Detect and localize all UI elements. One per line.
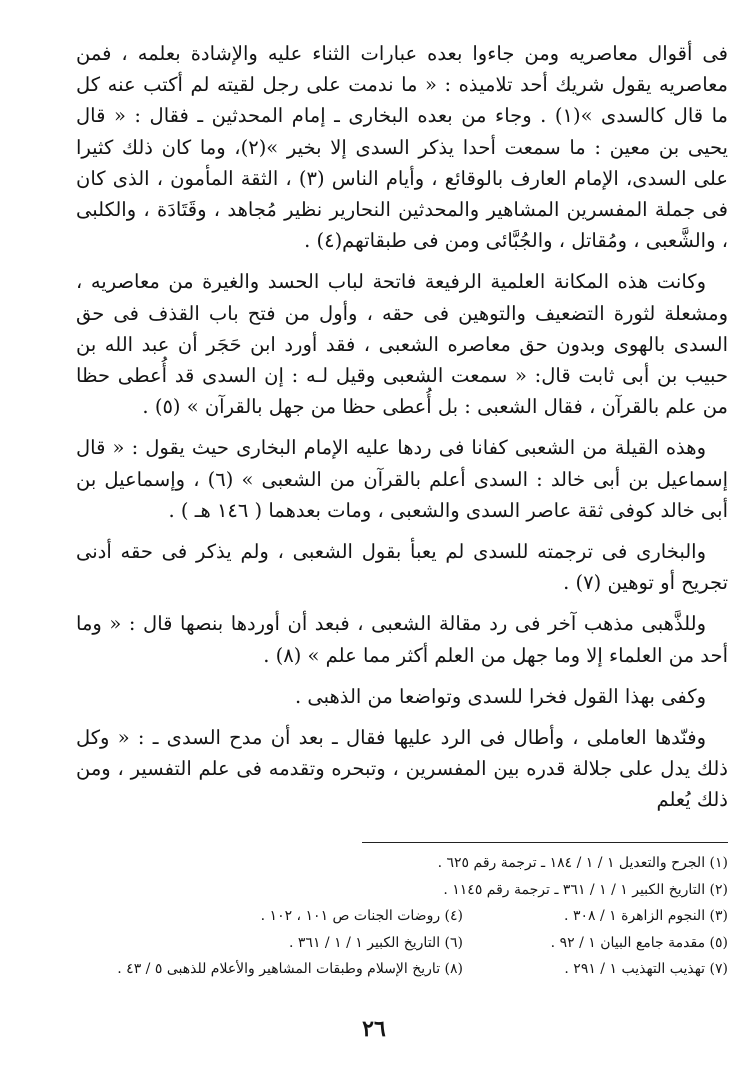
paragraph-4: والبخارى فى ترجمته للسدى لم يعبأ بقول الشعبى ، ولم يذكر فى حقه أدنى تجريح أو توهين (٧) . [76,540,728,595]
footnotes [76,850,728,983]
footnote-2: (٢) التاريخ الكبير ١ / ١ / ٣٦١ ـ ترجمة رقم ١١٤٥ . [443,881,728,898]
footnote-4: (٤) روضات الجنات ص ١٠١ ، ١٠٢ . [260,908,463,924]
footnote-8: (٨) تاريخ الإسلام وطبقات المشاهير والأعلام للذهبى ٥ / ٤٣ . [117,961,463,977]
footnote-3: (٣) النجوم الزاهرة ١ / ٣٠٨ . [564,908,728,924]
footnote-row [76,930,728,957]
footnote-6: (٦) التاريخ الكبير ١ / ١ / ٣٦١ . [289,934,463,951]
footnote-1: (١) الجرح والتعديل ١ / ١ / ١٨٤ ـ ترجمة رقم ٦٢٥ . [437,855,728,871]
paragraph-3: وهذه القيلة من الشعبى كفانا فى ردها عليه الإمام البخارى حيث يقول : « قال إسماعيل بن أبى خالد : السدى أعلم بالقرآن من الشعبى » (٦) ، وإسماعيل بن أبى خالد كوفى ثقة عاصر السدى والشعبى ، ومات بعدهما ( ١٤٦ هـ ) . [76,436,729,522]
paragraph-1: فى أقوال معاصريه ومن جاءوا بعده عبارات الثناء عليه والإشادة بعلمه ، فمن معاصريه يقول شريك أحد تلاميذه : « ما ندمت على رجل لقيته لم أكتب عنه كل ما قال كالسدى »(١) . وجاء من بعده البخارى ـ إمام المحدثين ـ فقال : « قال يحيى بن معين : ما سمعت أحدا يذكر السدى إلا بخير »(٢)، وما كان ذلك كثيرا على السدى، الإمام العارف بالوقائع ، وأيام الناس (٣) ، الثقة المأمون ، الذى كان فى جملة المفسرين المشاهير والمحدثين النحارير نظير مُجاهد ، وقَتَادَة ، والكلبى ، والشَّعبى ، ومُقاتل ، والجُبَّائى ومن فى طبقاتهم(٤) . [76,42,729,253]
page-number: ٢٦ [362,1016,386,1042]
footnote-row [76,850,728,877]
footnote-row [76,903,728,930]
paragraph-6: وكفى بهذا القول فخرا للسدى وتواضعا من الذهبى . [294,684,706,708]
footnote-row [76,877,728,904]
paragraph-7: وفنّدها العاملى ، وأطال فى الرد عليها فقال ـ بعد أن مدح السدى ـ : « وكل ذلك يدل على جلالة قدره بين المفسرين ، وتبحره وتقدمه فى علم التفسير ، ومن ذلك يُعلم [76,726,728,812]
footnote-7: (٧) تهذيب التهذيب ١ / ٢٩١ . [564,961,728,977]
footnote-row [76,956,728,983]
footnote-separator [362,842,728,843]
main-text-block [76,38,728,826]
paragraph-2: وكانت هذه المكانة العلمية الرفيعة فاتحة لباب الحسد والغيرة من معاصريه ، ومشعلة لثورة التضعيف والتوهين فى حقه ، وأول من فتح باب القذف فى حق السدى بالهوى وبدون حق معاصره الشعبى ، فقد أورد ابن حَجَر أن عبد الله بن حبيب بن أبى ثابت قال: « سمعت الشعبى وقيل لـه : إن السدى قد أُعطى حظا من علم بالقرآن ، فقال الشعبى : بل أُعطى حظا من جهل بالقرآن » (٥) . [76,270,728,419]
paragraph-5: وللذَّهبى مذهب آخر فى رد مقالة الشعبى ، فبعد أن أوردها بنصها قال : « وما أحد من العلماء إلا وما جهل من العلم أكثر مما علم » (٨) . [76,612,728,667]
footnote-5: (٥) مقدمة جامع البيان ١ / ٩٢ . [550,934,728,951]
